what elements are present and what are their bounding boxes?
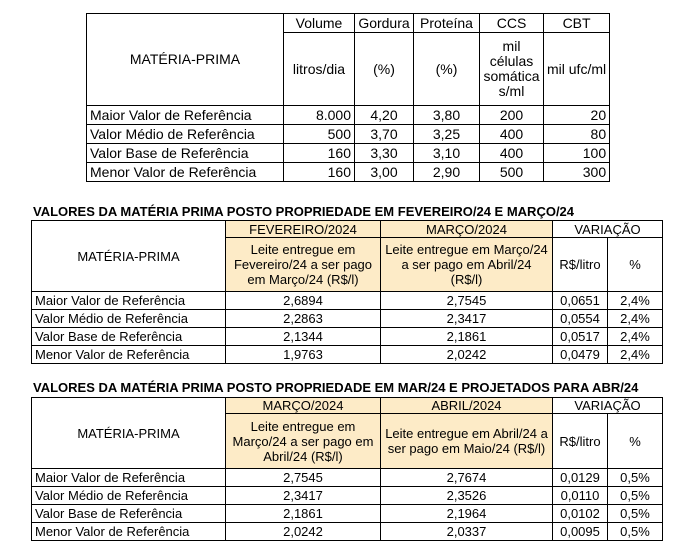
cell: 2,7674 [381, 469, 553, 487]
section-title-fev-mar: VALORES DA MATÉRIA PRIMA POSTO PROPRIEDADE EM FEVEREIRO/24 E MARÇO/24 [33, 204, 575, 219]
variation-header: VARIAÇÃO [553, 221, 663, 238]
variation-header: VARIAÇÃO [553, 398, 663, 414]
cell: 500 [284, 125, 355, 144]
cell: 0,5% [608, 469, 663, 487]
ccs-header: CCS [480, 14, 544, 33]
cell: 2,1861 [381, 328, 553, 346]
cell: 3,30 [355, 144, 414, 163]
cell: 80 [544, 125, 610, 144]
ccs-unit: mil células somática s/ml [480, 33, 544, 106]
cell: 2,4% [608, 328, 663, 346]
variation-percent-unit: % [608, 238, 663, 292]
cell: 3,70 [355, 125, 414, 144]
cell: 2,3417 [226, 487, 381, 505]
period-description: Leite entregue em Fevereiro/24 a ser pago em Março/24 (R$/l) [226, 238, 381, 292]
cell: 3,10 [414, 144, 480, 163]
cell: 2,7545 [381, 292, 553, 310]
price-table-mar-abr [31, 397, 663, 541]
variation-unit: R$/litro [553, 238, 608, 292]
month-header: FEVEREIRO/2024 [226, 221, 381, 238]
row-label: Valor Médio de Referência [32, 487, 226, 505]
cell: 200 [480, 106, 544, 125]
period-description: Leite entregue em Março/24 a ser pago em Abril/24 (R$/l) [226, 414, 381, 469]
protein-header: Proteína [414, 14, 480, 33]
cell: 8.000 [284, 106, 355, 125]
cell: 3,25 [414, 125, 480, 144]
raw-material-header: MATÉRIA-PRIMA [32, 221, 226, 292]
cell: 0,0651 [553, 292, 608, 310]
cell: 2,6894 [226, 292, 381, 310]
variation-percent-unit: % [608, 414, 663, 469]
cell: 2,1344 [226, 328, 381, 346]
cell: 0,5% [608, 505, 663, 523]
protein-unit: (%) [414, 33, 480, 106]
cell: 2,2863 [226, 310, 381, 328]
cell: 3,80 [414, 106, 480, 125]
cell: 4,20 [355, 106, 414, 125]
cell: 0,0102 [553, 505, 608, 523]
cell: 2,3417 [381, 310, 553, 328]
row-label: Maior Valor de Referência [32, 469, 226, 487]
month-header: MARÇO/2024 [226, 398, 381, 414]
cell: 0,0095 [553, 523, 608, 541]
month-header: MARÇO/2024 [381, 221, 553, 238]
cell: 400 [480, 144, 544, 163]
row-label: Maior Valor de Referência [87, 106, 284, 125]
cell: 0,0129 [553, 469, 608, 487]
price-table-fev-mar [31, 220, 663, 364]
cbt-header: CBT [544, 14, 610, 33]
row-label: Menor Valor de Referência [32, 346, 226, 364]
cell: 0,5% [608, 487, 663, 505]
cell: 2,4% [608, 292, 663, 310]
cell: 2,90 [414, 163, 480, 182]
row-label: Valor Médio de Referência [87, 125, 284, 144]
raw-material-header: MATÉRIA-PRIMA [32, 398, 226, 469]
cell: 0,0110 [553, 487, 608, 505]
fat-unit: (%) [355, 33, 414, 106]
cell: 0,0517 [553, 328, 608, 346]
cell: 300 [544, 163, 610, 182]
section-title-mar-abr: VALORES DA MATÉRIA PRIMA POSTO PROPRIEDADE EM MAR/24 E PROJETADOS PARA ABR/24 [33, 380, 639, 395]
cell: 2,4% [608, 346, 663, 364]
month-header: ABRIL/2024 [381, 398, 553, 414]
cell: 0,5% [608, 523, 663, 541]
cell: 2,1861 [226, 505, 381, 523]
cell: 2,1964 [381, 505, 553, 523]
period-description: Leite entregue em Março/24 a ser pago em Abril/24 (R$/l) [381, 238, 553, 292]
row-label: Valor Médio de Referência [32, 310, 226, 328]
reference-parameters-table [86, 13, 610, 182]
cell: 2,3526 [381, 487, 553, 505]
row-label: Menor Valor de Referência [32, 523, 226, 541]
cell: 2,0337 [381, 523, 553, 541]
cell: 2,0242 [226, 523, 381, 541]
cell: 160 [284, 144, 355, 163]
cell: 2,0242 [381, 346, 553, 364]
volume-unit: litros/dia [284, 33, 355, 106]
fat-header: Gordura [355, 14, 414, 33]
cell: 1,9763 [226, 346, 381, 364]
cell: 2,4% [608, 310, 663, 328]
period-description: Leite entregue em Abril/24 a ser pago em Maio/24 (R$/l) [381, 414, 553, 469]
raw-material-header: MATÉRIA-PRIMA [87, 14, 284, 106]
cell: 500 [480, 163, 544, 182]
volume-header: Volume [284, 14, 355, 33]
cell: 3,00 [355, 163, 414, 182]
cbt-unit: mil ufc/ml [544, 33, 610, 106]
cell: 0,0554 [553, 310, 608, 328]
row-label: Menor Valor de Referência [87, 163, 284, 182]
cell: 20 [544, 106, 610, 125]
row-label: Valor Base de Referência [87, 144, 284, 163]
variation-unit: R$/litro [553, 414, 608, 469]
row-label: Valor Base de Referência [32, 505, 226, 523]
cell: 100 [544, 144, 610, 163]
cell: 160 [284, 163, 355, 182]
cell: 2,7545 [226, 469, 381, 487]
row-label: Maior Valor de Referência [32, 292, 226, 310]
cell: 0,0479 [553, 346, 608, 364]
row-label: Valor Base de Referência [32, 328, 226, 346]
cell: 400 [480, 125, 544, 144]
